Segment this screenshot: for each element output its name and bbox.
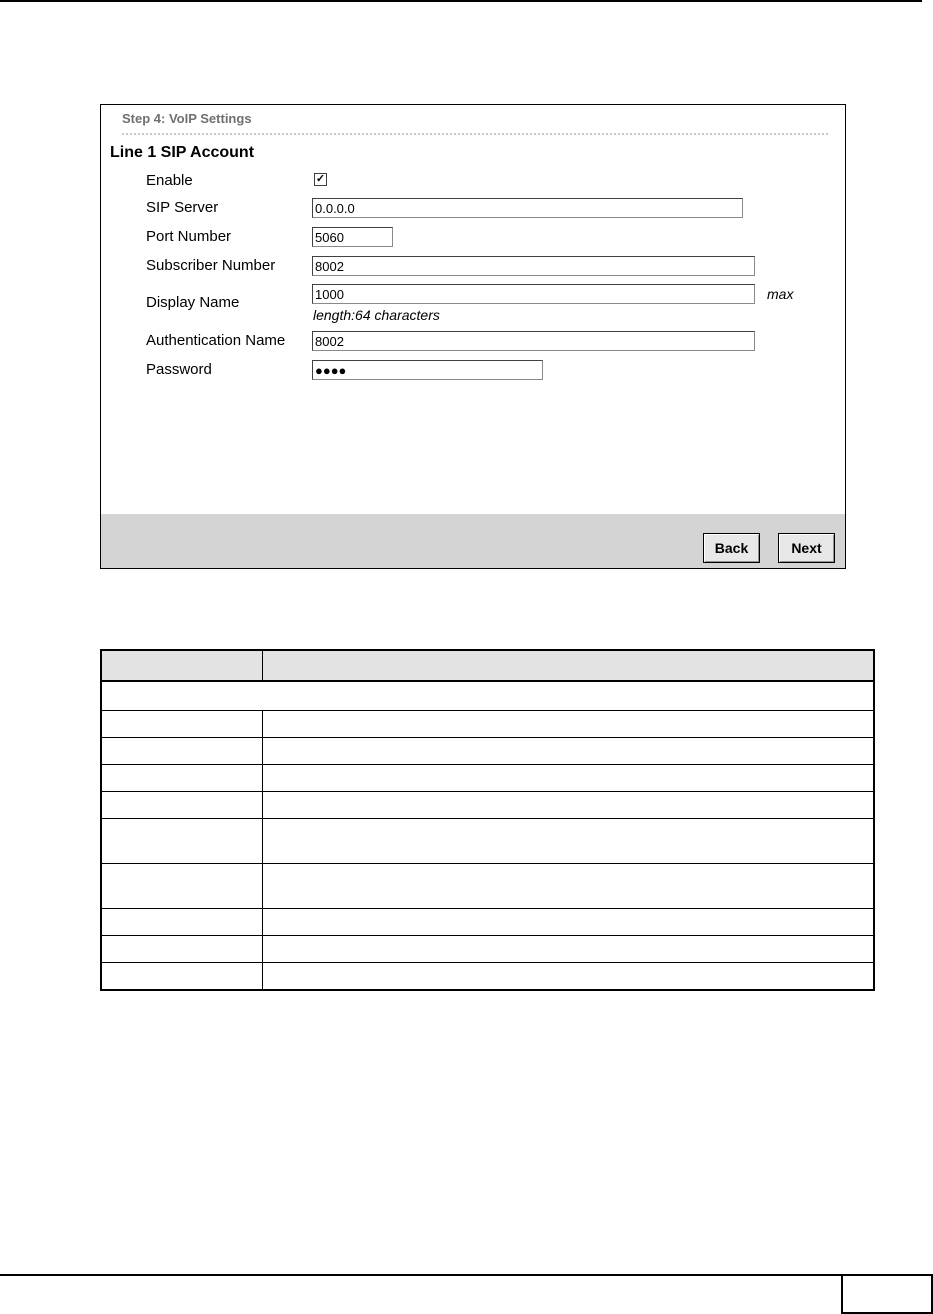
table-row	[101, 738, 874, 765]
display-name-input[interactable]	[312, 284, 755, 304]
sip-server-input[interactable]	[312, 198, 743, 218]
table-row	[101, 963, 874, 990]
step-title: Step 4: VoIP Settings	[122, 111, 252, 126]
display-name-hint-length: length:64 characters	[313, 307, 440, 323]
auth-name-label: Authentication Name	[146, 332, 286, 349]
port-number-label: Port Number	[146, 228, 232, 245]
enable-label: Enable	[146, 172, 193, 189]
table-section-row	[101, 681, 874, 711]
subscriber-number-label: Subscriber Number	[146, 257, 276, 274]
table-row	[101, 765, 874, 792]
voip-settings-panel	[100, 104, 846, 569]
auth-name-input[interactable]	[312, 331, 755, 351]
table-header-description	[262, 650, 874, 681]
table-row	[101, 864, 874, 909]
table-row	[101, 711, 874, 738]
section-title: Line 1 SIP Account	[110, 144, 255, 161]
table-row	[101, 819, 874, 864]
wizard-footer	[101, 514, 845, 568]
table-header-label	[101, 650, 262, 681]
table-row	[101, 936, 874, 963]
sip-server-label: SIP Server	[146, 199, 219, 216]
settings-table	[100, 649, 875, 991]
password-label: Password	[146, 361, 212, 378]
port-number-input[interactable]	[312, 227, 393, 247]
subscriber-number-input[interactable]	[312, 256, 755, 276]
dotted-divider	[122, 133, 828, 135]
page-number-box	[841, 1274, 933, 1314]
back-button[interactable]: Back	[703, 533, 760, 563]
password-input[interactable]	[312, 360, 543, 380]
enable-checkbox[interactable]: ✓	[315, 173, 326, 185]
top-rule	[0, 0, 922, 2]
next-button[interactable]: Next	[778, 533, 835, 563]
table-row	[101, 909, 874, 936]
bottom-rule	[0, 1274, 841, 1276]
display-name-hint-max: max	[767, 286, 794, 302]
display-name-label: Display Name	[146, 294, 240, 311]
table-row	[101, 792, 874, 819]
